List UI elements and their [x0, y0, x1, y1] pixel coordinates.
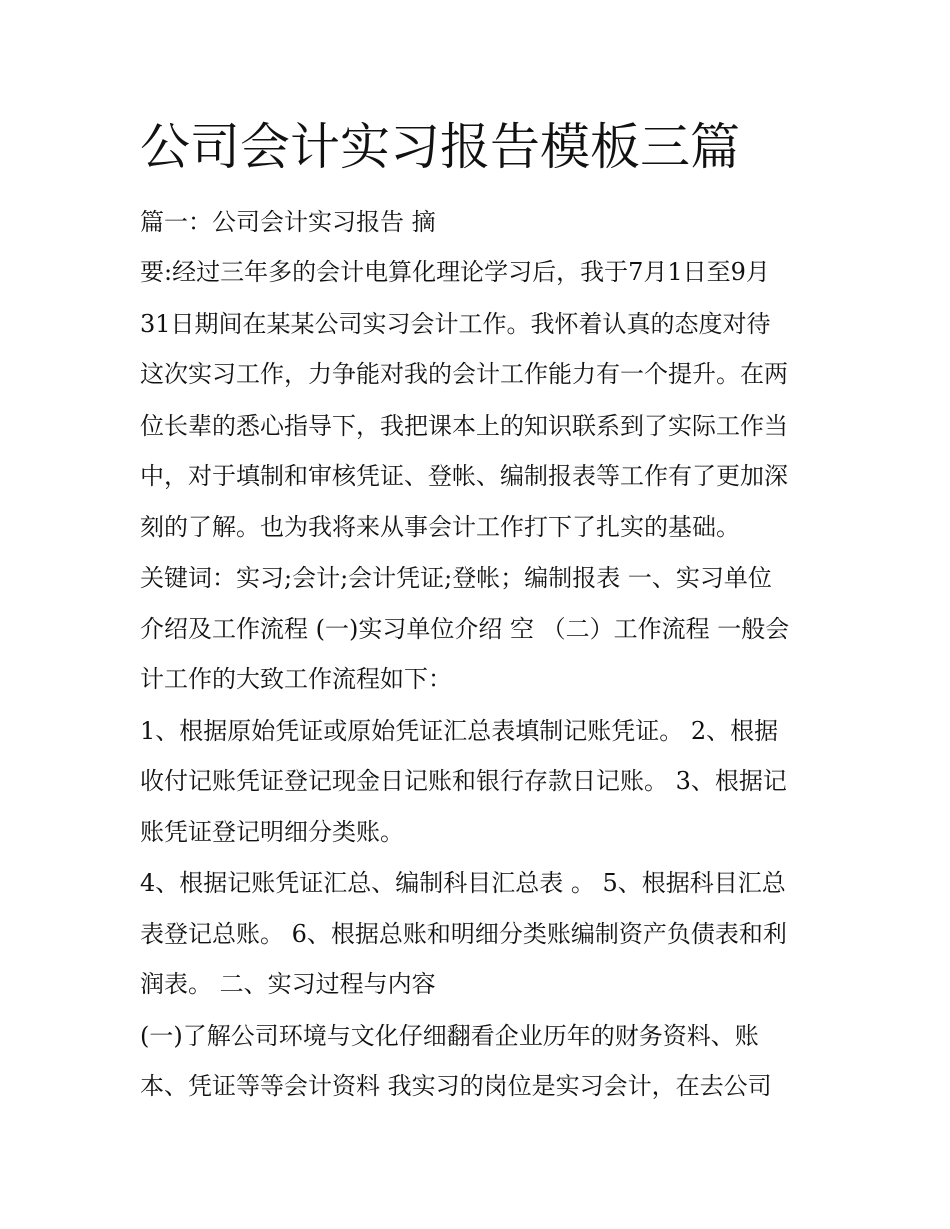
text-line: 要:经过三年多的会计电算化理论学习后，我于7月1日至9月 [140, 258, 770, 286]
text-line: 刻的了解。也为我将来从事会计工作打下了扎实的基础。 [140, 513, 740, 541]
text-line: 本、凭证等等会计资料 我实习的岗位是实习会计，在去公司 [140, 1072, 772, 1100]
text-line: 31日期间在某某公司实习会计工作。我怀着认真的态度对待 [140, 310, 771, 338]
text-line: 这次实习工作，力争能对我的会计工作能力有一个提升。在两 [140, 360, 788, 388]
text-line: 账凭证登记明细分类账。 [140, 818, 404, 846]
text-line: (一)了解公司环境与文化仔细翻看企业历年的财务资料、账 [140, 1022, 759, 1050]
text-line: 篇一：公司会计实习报告 摘 [140, 208, 436, 236]
text-line: 关键词：实习;会计;会计凭证;登帐；编制报表 一、实习单位 [140, 564, 772, 592]
text-line: 表登记总账。 6、根据总账和明细分类账编制资产负债表和利 [140, 920, 787, 948]
text-line: 1、根据原始凭证或原始凭证汇总表填制记账凭证。 2、根据 [140, 717, 779, 745]
text-line: 计工作的大致工作流程如下： [140, 665, 452, 693]
document-title: 公司会计实习报告模板三篇 [140, 118, 740, 176]
text-line: 中，对于填制和审核凭证、登帐、编制报表等工作有了更加深 [140, 462, 788, 490]
text-line: 位长辈的悉心指导下，我把课本上的知识联系到了实际工作当 [140, 412, 788, 440]
text-line: 收付记账凭证登记现金日记账和银行存款日记账。 3、根据记 [140, 767, 787, 795]
text-line: 4、根据记账凭证汇总、编制科目汇总表 。 5、根据科目汇总 [140, 869, 786, 897]
text-line: 润表。 二、实习过程与内容 [140, 970, 436, 998]
text-line: 介绍及工作流程 (一)实习单位介绍 空 （二）工作流程 一般会 [140, 615, 790, 643]
